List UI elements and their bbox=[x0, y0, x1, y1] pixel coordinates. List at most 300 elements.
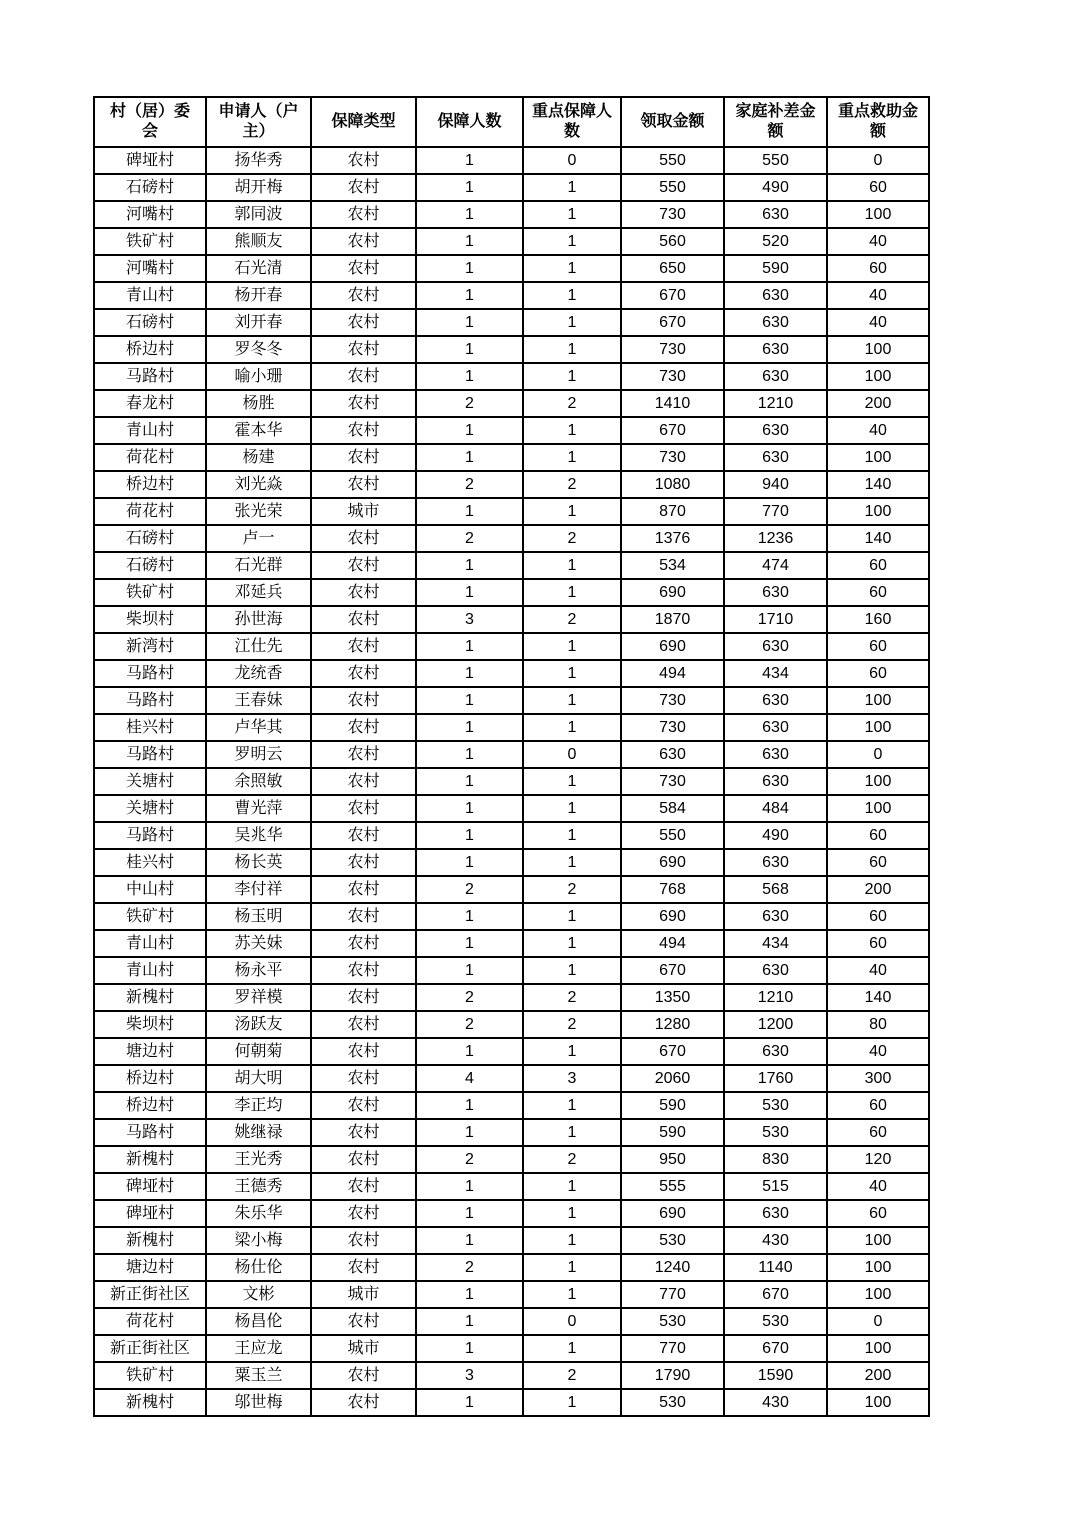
table-cell: 2 bbox=[523, 876, 621, 903]
table-cell: 1 bbox=[416, 1308, 523, 1335]
table-cell: 1710 bbox=[724, 606, 827, 633]
table-cell: 1590 bbox=[724, 1362, 827, 1389]
table-row bbox=[94, 1038, 929, 1065]
table-cell: 河嘴村 bbox=[94, 201, 206, 228]
table-cell: 4 bbox=[416, 1065, 523, 1092]
table-cell: 60 bbox=[827, 174, 929, 201]
table-cell: 730 bbox=[621, 768, 724, 795]
table-cell: 农村 bbox=[311, 471, 416, 498]
table-cell: 770 bbox=[724, 498, 827, 525]
table-cell: 1 bbox=[416, 498, 523, 525]
table-cell: 0 bbox=[827, 1308, 929, 1335]
table-cell: 1 bbox=[523, 282, 621, 309]
table-cell: 杨胜 bbox=[206, 390, 311, 417]
table-cell: 140 bbox=[827, 525, 929, 552]
table-cell: 1 bbox=[416, 336, 523, 363]
table-cell: 农村 bbox=[311, 1065, 416, 1092]
table-cell: 1 bbox=[523, 1281, 621, 1308]
table-cell: 1 bbox=[523, 849, 621, 876]
table-cell: 杨长英 bbox=[206, 849, 311, 876]
table-cell: 1 bbox=[523, 714, 621, 741]
table-cell: 农村 bbox=[311, 606, 416, 633]
table-cell: 柴坝村 bbox=[94, 1011, 206, 1038]
table-cell: 530 bbox=[724, 1092, 827, 1119]
table-row bbox=[94, 1092, 929, 1119]
table-cell: 630 bbox=[724, 444, 827, 471]
table-cell: 1 bbox=[523, 687, 621, 714]
table-cell: 1 bbox=[523, 1227, 621, 1254]
table-cell: 100 bbox=[827, 795, 929, 822]
table-cell: 农村 bbox=[311, 147, 416, 174]
table-cell: 城市 bbox=[311, 1335, 416, 1362]
table-row bbox=[94, 147, 929, 174]
table-cell: 1 bbox=[523, 1038, 621, 1065]
table-cell: 农村 bbox=[311, 309, 416, 336]
table-cell: 1 bbox=[416, 714, 523, 741]
table-cell: 石光群 bbox=[206, 552, 311, 579]
table-cell: 马路村 bbox=[94, 363, 206, 390]
table-cell: 530 bbox=[621, 1308, 724, 1335]
table-cell: 2 bbox=[523, 525, 621, 552]
table-cell: 630 bbox=[724, 1038, 827, 1065]
table-cell: 农村 bbox=[311, 1173, 416, 1200]
table-cell: 1240 bbox=[621, 1254, 724, 1281]
table-row bbox=[94, 633, 929, 660]
table-row bbox=[94, 1065, 929, 1092]
table-cell: 石磅村 bbox=[94, 552, 206, 579]
header-cell: 申请人（户 主） bbox=[206, 97, 311, 147]
table-cell: 农村 bbox=[311, 1011, 416, 1038]
table-cell: 杨昌伦 bbox=[206, 1308, 311, 1335]
table-cell: 1350 bbox=[621, 984, 724, 1011]
table-cell: 2 bbox=[523, 1362, 621, 1389]
table-cell: 1760 bbox=[724, 1065, 827, 1092]
table-cell: 630 bbox=[724, 957, 827, 984]
table-cell: 桂兴村 bbox=[94, 849, 206, 876]
table-cell: 新正街社区 bbox=[94, 1281, 206, 1308]
table-cell: 农村 bbox=[311, 201, 416, 228]
table-cell: 1 bbox=[523, 1335, 621, 1362]
table-row bbox=[94, 363, 929, 390]
table-cell: 40 bbox=[827, 957, 929, 984]
table-cell: 农村 bbox=[311, 741, 416, 768]
table-row bbox=[94, 1119, 929, 1146]
table-cell: 60 bbox=[827, 579, 929, 606]
table-row bbox=[94, 1335, 929, 1362]
table-cell: 1 bbox=[523, 336, 621, 363]
table-row bbox=[94, 309, 929, 336]
table-cell: 农村 bbox=[311, 1254, 416, 1281]
table-cell: 江仕先 bbox=[206, 633, 311, 660]
table-cell: 870 bbox=[621, 498, 724, 525]
table-cell: 青山村 bbox=[94, 957, 206, 984]
table-cell: 630 bbox=[724, 579, 827, 606]
table-cell: 530 bbox=[621, 1227, 724, 1254]
table-cell: 马路村 bbox=[94, 687, 206, 714]
table-cell: 1 bbox=[416, 174, 523, 201]
table-cell: 730 bbox=[621, 336, 724, 363]
table-cell: 铁矿村 bbox=[94, 228, 206, 255]
table-cell: 100 bbox=[827, 444, 929, 471]
table-cell: 0 bbox=[523, 1308, 621, 1335]
table-cell: 邬世梅 bbox=[206, 1389, 311, 1416]
table-cell: 100 bbox=[827, 1389, 929, 1416]
table-cell: 1 bbox=[523, 768, 621, 795]
table-cell: 550 bbox=[621, 174, 724, 201]
table-cell: 670 bbox=[724, 1335, 827, 1362]
table-cell: 铁矿村 bbox=[94, 903, 206, 930]
table-body bbox=[94, 147, 929, 1416]
table-cell: 730 bbox=[621, 714, 724, 741]
table-cell: 590 bbox=[621, 1092, 724, 1119]
table-cell: 60 bbox=[827, 930, 929, 957]
table-cell: 杨建 bbox=[206, 444, 311, 471]
table-cell: 1 bbox=[523, 903, 621, 930]
table-cell: 1 bbox=[523, 579, 621, 606]
table-row bbox=[94, 174, 929, 201]
table-cell: 1 bbox=[416, 1173, 523, 1200]
table-cell: 春龙村 bbox=[94, 390, 206, 417]
table-cell: 494 bbox=[621, 660, 724, 687]
table-cell: 100 bbox=[827, 687, 929, 714]
table-cell: 新槐村 bbox=[94, 1389, 206, 1416]
table-cell: 罗明云 bbox=[206, 741, 311, 768]
table-cell: 农村 bbox=[311, 849, 416, 876]
table-cell: 80 bbox=[827, 1011, 929, 1038]
table-row bbox=[94, 687, 929, 714]
table-cell: 罗冬冬 bbox=[206, 336, 311, 363]
table-cell: 100 bbox=[827, 1281, 929, 1308]
table-cell: 670 bbox=[621, 417, 724, 444]
table-cell: 孙世海 bbox=[206, 606, 311, 633]
table-cell: 汤跃友 bbox=[206, 1011, 311, 1038]
table-cell: 1 bbox=[416, 309, 523, 336]
table-cell: 40 bbox=[827, 309, 929, 336]
table-cell: 434 bbox=[724, 660, 827, 687]
table-row bbox=[94, 282, 929, 309]
table-cell: 3 bbox=[416, 606, 523, 633]
table-cell: 2 bbox=[416, 1146, 523, 1173]
table-cell: 630 bbox=[724, 336, 827, 363]
table-cell: 塘边村 bbox=[94, 1254, 206, 1281]
table-cell: 农村 bbox=[311, 579, 416, 606]
table-cell: 40 bbox=[827, 282, 929, 309]
table-cell: 新槐村 bbox=[94, 1227, 206, 1254]
table-cell: 王德秀 bbox=[206, 1173, 311, 1200]
table-cell: 200 bbox=[827, 390, 929, 417]
table-cell: 1 bbox=[523, 174, 621, 201]
table-row bbox=[94, 1281, 929, 1308]
table-cell: 730 bbox=[621, 687, 724, 714]
table-cell: 100 bbox=[827, 336, 929, 363]
table-cell: 农村 bbox=[311, 1146, 416, 1173]
table-cell: 霍本华 bbox=[206, 417, 311, 444]
table-cell: 碑垭村 bbox=[94, 147, 206, 174]
table-cell: 2 bbox=[416, 390, 523, 417]
table-cell: 430 bbox=[724, 1389, 827, 1416]
table-row bbox=[94, 930, 929, 957]
table-row bbox=[94, 1011, 929, 1038]
table-cell: 石磅村 bbox=[94, 309, 206, 336]
table-cell: 柴坝村 bbox=[94, 606, 206, 633]
table-row bbox=[94, 1308, 929, 1335]
table-cell: 粟玉兰 bbox=[206, 1362, 311, 1389]
table-row bbox=[94, 1389, 929, 1416]
table-row bbox=[94, 498, 929, 525]
table-cell: 140 bbox=[827, 471, 929, 498]
table-cell: 2 bbox=[523, 390, 621, 417]
header-row bbox=[94, 97, 929, 147]
table-cell: 490 bbox=[724, 174, 827, 201]
table-row bbox=[94, 822, 929, 849]
table-cell: 马路村 bbox=[94, 660, 206, 687]
table-cell: 1 bbox=[416, 1389, 523, 1416]
table-cell: 青山村 bbox=[94, 282, 206, 309]
table-cell: 650 bbox=[621, 255, 724, 282]
table-cell: 670 bbox=[621, 282, 724, 309]
table-cell: 1 bbox=[416, 633, 523, 660]
table-cell: 730 bbox=[621, 444, 724, 471]
table-cell: 关塘村 bbox=[94, 795, 206, 822]
table-cell: 100 bbox=[827, 768, 929, 795]
header-cell: 保障人数 bbox=[416, 97, 523, 147]
table-cell: 农村 bbox=[311, 417, 416, 444]
table-cell: 520 bbox=[724, 228, 827, 255]
table-cell: 670 bbox=[621, 1038, 724, 1065]
table-cell: 桥边村 bbox=[94, 471, 206, 498]
table-cell: 1 bbox=[416, 849, 523, 876]
table-cell: 1 bbox=[416, 417, 523, 444]
table-cell: 2 bbox=[523, 1011, 621, 1038]
table-cell: 2 bbox=[523, 1146, 621, 1173]
table-cell: 60 bbox=[827, 1119, 929, 1146]
table-cell: 1210 bbox=[724, 984, 827, 1011]
table-cell: 王应龙 bbox=[206, 1335, 311, 1362]
table-cell: 王春妹 bbox=[206, 687, 311, 714]
table-cell: 0 bbox=[523, 147, 621, 174]
table-cell: 2 bbox=[523, 471, 621, 498]
header-cell: 村（居）委 会 bbox=[94, 97, 206, 147]
table-cell: 1 bbox=[416, 660, 523, 687]
table-cell: 石光清 bbox=[206, 255, 311, 282]
table-cell: 530 bbox=[621, 1389, 724, 1416]
table-cell: 630 bbox=[724, 741, 827, 768]
table-cell: 1 bbox=[523, 1092, 621, 1119]
table-cell: 城市 bbox=[311, 1281, 416, 1308]
table-cell: 桂兴村 bbox=[94, 714, 206, 741]
table-cell: 苏关妹 bbox=[206, 930, 311, 957]
table-row bbox=[94, 525, 929, 552]
table-cell: 770 bbox=[621, 1335, 724, 1362]
table-cell: 农村 bbox=[311, 984, 416, 1011]
header-cell: 家庭补差金 额 bbox=[724, 97, 827, 147]
table-cell: 1 bbox=[416, 552, 523, 579]
table-cell: 630 bbox=[724, 903, 827, 930]
table-cell: 630 bbox=[724, 417, 827, 444]
table-cell: 1 bbox=[416, 282, 523, 309]
table-cell: 0 bbox=[523, 741, 621, 768]
table-cell: 1080 bbox=[621, 471, 724, 498]
table-cell: 690 bbox=[621, 849, 724, 876]
table-cell: 曹光萍 bbox=[206, 795, 311, 822]
table-row bbox=[94, 390, 929, 417]
table-cell: 530 bbox=[724, 1308, 827, 1335]
table-cell: 100 bbox=[827, 1254, 929, 1281]
table-cell: 950 bbox=[621, 1146, 724, 1173]
table-cell: 农村 bbox=[311, 255, 416, 282]
table-cell: 60 bbox=[827, 822, 929, 849]
table-cell: 670 bbox=[621, 957, 724, 984]
table-cell: 430 bbox=[724, 1227, 827, 1254]
table-cell: 1 bbox=[523, 228, 621, 255]
table-cell: 荷花村 bbox=[94, 444, 206, 471]
welfare-table bbox=[93, 96, 930, 1417]
table-row bbox=[94, 903, 929, 930]
table-cell: 农村 bbox=[311, 552, 416, 579]
table-row bbox=[94, 1227, 929, 1254]
table-cell: 罗祥模 bbox=[206, 984, 311, 1011]
table-cell: 农村 bbox=[311, 714, 416, 741]
table-cell: 730 bbox=[621, 363, 724, 390]
table-cell: 扬华秀 bbox=[206, 147, 311, 174]
table-cell: 李正均 bbox=[206, 1092, 311, 1119]
table-cell: 60 bbox=[827, 1092, 929, 1119]
table-cell: 1280 bbox=[621, 1011, 724, 1038]
table-cell: 农村 bbox=[311, 336, 416, 363]
table-cell: 40 bbox=[827, 1173, 929, 1200]
table-cell: 马路村 bbox=[94, 822, 206, 849]
table-cell: 马路村 bbox=[94, 741, 206, 768]
table-cell: 荷花村 bbox=[94, 1308, 206, 1335]
table-cell: 文彬 bbox=[206, 1281, 311, 1308]
table-cell: 60 bbox=[827, 903, 929, 930]
table-cell: 40 bbox=[827, 417, 929, 444]
table-cell: 喻小珊 bbox=[206, 363, 311, 390]
table-cell: 630 bbox=[724, 363, 827, 390]
table-cell: 1 bbox=[523, 1173, 621, 1200]
table-cell: 1236 bbox=[724, 525, 827, 552]
table-cell: 龙统香 bbox=[206, 660, 311, 687]
table-cell: 关塘村 bbox=[94, 768, 206, 795]
table-cell: 630 bbox=[724, 201, 827, 228]
table-cell: 铁矿村 bbox=[94, 579, 206, 606]
table-cell: 石磅村 bbox=[94, 525, 206, 552]
table-cell: 2 bbox=[523, 606, 621, 633]
table-cell: 568 bbox=[724, 876, 827, 903]
table-cell: 1 bbox=[523, 633, 621, 660]
table-cell: 1 bbox=[416, 1092, 523, 1119]
table-row bbox=[94, 255, 929, 282]
table-cell: 何朝菊 bbox=[206, 1038, 311, 1065]
table-cell: 郭同波 bbox=[206, 201, 311, 228]
table-cell: 1 bbox=[523, 822, 621, 849]
table-row bbox=[94, 606, 929, 633]
table-row bbox=[94, 849, 929, 876]
table-cell: 农村 bbox=[311, 1389, 416, 1416]
table-cell: 730 bbox=[621, 201, 724, 228]
table-cell: 1870 bbox=[621, 606, 724, 633]
table-cell: 农村 bbox=[311, 876, 416, 903]
table-cell: 杨玉明 bbox=[206, 903, 311, 930]
table-row bbox=[94, 471, 929, 498]
table-cell: 60 bbox=[827, 633, 929, 660]
table-cell: 桥边村 bbox=[94, 1065, 206, 1092]
table-cell: 1 bbox=[416, 444, 523, 471]
table-cell: 青山村 bbox=[94, 930, 206, 957]
table-cell: 590 bbox=[724, 255, 827, 282]
table-cell: 农村 bbox=[311, 444, 416, 471]
table-cell: 青山村 bbox=[94, 417, 206, 444]
table-cell: 1210 bbox=[724, 390, 827, 417]
table-row bbox=[94, 984, 929, 1011]
table-cell: 1 bbox=[416, 903, 523, 930]
table-cell: 王光秀 bbox=[206, 1146, 311, 1173]
table-cell: 770 bbox=[621, 1281, 724, 1308]
table-row bbox=[94, 1254, 929, 1281]
table-cell: 1 bbox=[523, 930, 621, 957]
table-cell: 494 bbox=[621, 930, 724, 957]
table-cell: 农村 bbox=[311, 903, 416, 930]
table-cell: 550 bbox=[621, 822, 724, 849]
table-cell: 农村 bbox=[311, 1119, 416, 1146]
table-cell: 140 bbox=[827, 984, 929, 1011]
table-cell: 1 bbox=[523, 552, 621, 579]
table-cell: 1140 bbox=[724, 1254, 827, 1281]
table-cell: 张光荣 bbox=[206, 498, 311, 525]
header-cell: 重点救助金 额 bbox=[827, 97, 929, 147]
table-cell: 100 bbox=[827, 1227, 929, 1254]
table-cell: 1 bbox=[416, 1281, 523, 1308]
table-row bbox=[94, 1173, 929, 1200]
header-cell: 重点保障人 数 bbox=[523, 97, 621, 147]
header-cell: 领取金额 bbox=[621, 97, 724, 147]
table-cell: 3 bbox=[416, 1362, 523, 1389]
table-cell: 农村 bbox=[311, 525, 416, 552]
table-cell: 484 bbox=[724, 795, 827, 822]
table-cell: 555 bbox=[621, 1173, 724, 1200]
table-cell: 690 bbox=[621, 903, 724, 930]
table-cell: 160 bbox=[827, 606, 929, 633]
table-cell: 农村 bbox=[311, 687, 416, 714]
table-cell: 塘边村 bbox=[94, 1038, 206, 1065]
table-cell: 940 bbox=[724, 471, 827, 498]
table-row bbox=[94, 1146, 929, 1173]
table-cell: 1 bbox=[523, 255, 621, 282]
table-cell: 1 bbox=[416, 579, 523, 606]
table-cell: 新槐村 bbox=[94, 984, 206, 1011]
table-cell: 630 bbox=[724, 1200, 827, 1227]
table-cell: 200 bbox=[827, 1362, 929, 1389]
table-cell: 吴兆华 bbox=[206, 822, 311, 849]
table-cell: 630 bbox=[724, 768, 827, 795]
table-cell: 农村 bbox=[311, 282, 416, 309]
table-cell: 1 bbox=[523, 795, 621, 822]
table-cell: 3 bbox=[523, 1065, 621, 1092]
table-cell: 1 bbox=[416, 930, 523, 957]
table-cell: 434 bbox=[724, 930, 827, 957]
table-cell: 590 bbox=[621, 1119, 724, 1146]
table-cell: 100 bbox=[827, 1335, 929, 1362]
table-cell: 630 bbox=[724, 687, 827, 714]
table-cell: 刘开春 bbox=[206, 309, 311, 336]
table-cell: 40 bbox=[827, 228, 929, 255]
table-row bbox=[94, 957, 929, 984]
table-cell: 1 bbox=[523, 1254, 621, 1281]
table-cell: 1 bbox=[523, 498, 621, 525]
table-cell: 2 bbox=[416, 525, 523, 552]
table-cell: 石磅村 bbox=[94, 174, 206, 201]
table-cell: 1 bbox=[523, 363, 621, 390]
